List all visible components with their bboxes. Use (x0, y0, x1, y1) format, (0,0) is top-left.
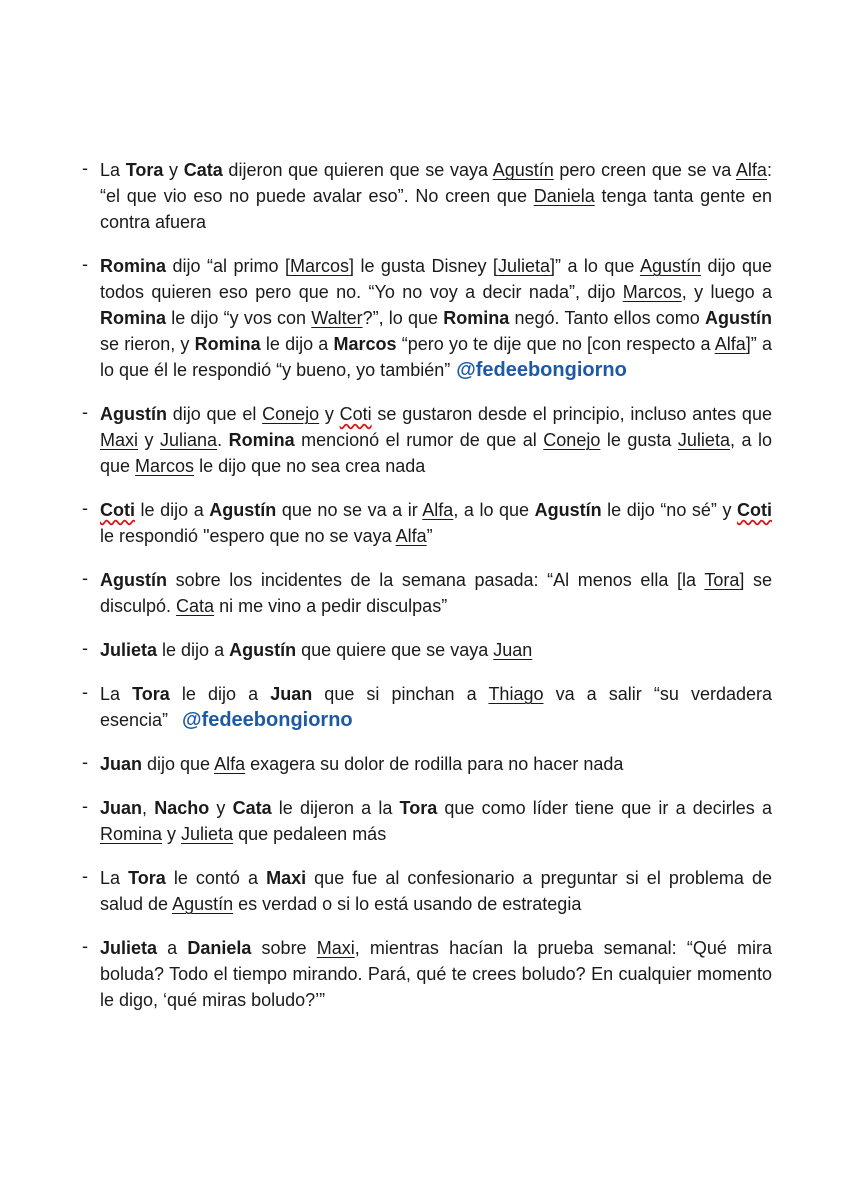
text-segment: y (209, 798, 233, 818)
text-segment: ]” a lo que (549, 256, 640, 276)
bold-name: Julieta (100, 938, 158, 958)
bold-name: Nacho (154, 798, 210, 818)
list-item (82, 497, 772, 549)
underlined-name: Daniela (533, 186, 595, 206)
underlined-name: Julieta (497, 256, 550, 276)
underlined-name: Walter (311, 308, 363, 328)
bullet-list (82, 157, 772, 1031)
underlined-name: Tora (704, 570, 740, 590)
text-segment: le contó a (165, 868, 267, 888)
underlined-name: Marcos (622, 282, 682, 302)
text-segment: le dijo que no sea crea nada (194, 456, 426, 476)
underlined-name: Julieta (677, 430, 730, 450)
bold-name: Julieta (100, 640, 158, 660)
text-segment: a (157, 938, 188, 958)
text-segment: exagera su dolor de rodilla para no hacer nada (245, 754, 624, 774)
text-segment: ” (426, 526, 433, 546)
text-segment: ni me vino a pedir disculpas” (214, 596, 448, 616)
text-segment: que si pinchan a (312, 684, 489, 704)
text-segment: La (100, 684, 133, 704)
watermark-handle: @fedeebongiorno (182, 709, 353, 731)
text-segment: . (217, 430, 229, 450)
list-item (82, 681, 772, 733)
text-segment: y (162, 824, 182, 844)
list-item (82, 637, 772, 663)
underlined-name: Conejo (262, 404, 320, 424)
text-segment: , (142, 798, 155, 818)
list-item (82, 795, 772, 847)
list-item (82, 567, 772, 619)
text-segment: ]” a lo que él le respondió “y bueno, yo también” (100, 334, 772, 380)
text-segment: le dijo a (157, 640, 230, 660)
text-segment: dijo que todos quieren eso pero que no. “Yo no voy a decir nada”, dijo (100, 256, 772, 302)
underlined-name: Alfa (395, 526, 427, 546)
underlined-name: Alfa (735, 160, 767, 180)
watermark-handle: @fedeebongiorno (456, 359, 627, 381)
bold-name: Agustín (100, 404, 167, 424)
text-segment: le dijeron a la (271, 798, 400, 818)
text-segment: es verdad o si lo está usando de estrategia (233, 894, 582, 914)
bold-name: Tora (125, 160, 164, 180)
underlined-name: Agustín (492, 160, 554, 180)
spellcheck-word: Coti (737, 500, 773, 520)
text-segment: La (100, 160, 126, 180)
underlined-name: Juan (493, 640, 533, 660)
text-segment: negó. Tanto ellos como (509, 308, 706, 328)
bullet-dash: - (82, 638, 88, 658)
text-segment: “pero yo te dije que no [con respecto a (396, 334, 715, 354)
bold-name: Romina (228, 430, 295, 450)
list-item (82, 865, 772, 917)
text-segment: que fue al confesionario a preguntar si el problema de salud de (100, 868, 773, 914)
bold-name: Juan (100, 798, 143, 818)
bold-name: Agustín (100, 570, 167, 590)
underlined-name: Alfa (214, 754, 246, 774)
list-item (82, 253, 772, 383)
bullet-dash: - (82, 498, 88, 518)
bold-name: Cata (183, 160, 223, 180)
text-segment: le dijo “y vos con (166, 308, 312, 328)
spellcheck-word: Coti (100, 500, 135, 520)
text-segment: , a lo que (100, 430, 772, 476)
bullet-dash: - (82, 866, 88, 886)
text-segment: , mientras hacían la prueba semanal: “Qué mira boluda? Todo el tiempo mirando. Pará, qué te crees boludo? En cualquier momento le digo, ‘qué miras boludo?’” (100, 938, 773, 1010)
text-segment: se gustaron desde el principio, incluso antes que (371, 404, 772, 424)
bold-name: Romina (100, 308, 167, 328)
text-segment: dijo “al primo [ (166, 256, 290, 276)
underlined-name: Cata (176, 596, 215, 616)
underlined-name: Conejo (543, 430, 601, 450)
bold-name: Agustín (209, 500, 277, 520)
bullet-dash: - (82, 936, 88, 956)
bold-name: Daniela (187, 938, 252, 958)
text-segment: que quiere que se vaya (296, 640, 494, 660)
text-segment: le dijo a (169, 684, 271, 704)
bullet-dash: - (82, 158, 88, 178)
underlined-name: Maxi (316, 938, 355, 958)
text-segment: le dijo “no sé” y (601, 500, 738, 520)
text-segment: le dijo a (135, 500, 210, 520)
text-segment: : “el que vio eso no puede avalar eso”. No creen que (100, 160, 772, 206)
text-segment: le dijo a (260, 334, 334, 354)
bold-name: Romina (194, 334, 261, 354)
underlined-name: Romina (100, 824, 163, 844)
text-segment: le respondió "espero que no se vaya (100, 526, 396, 546)
spellcheck-word: Coti (339, 404, 372, 424)
text-segment: dijo que (142, 754, 215, 774)
text-segment: ] le gusta Disney [ (348, 256, 498, 276)
underlined-name: Agustín (639, 256, 701, 276)
text-segment: y (319, 404, 340, 424)
text-segment: le gusta (600, 430, 678, 450)
underlined-name: Maxi (100, 430, 139, 450)
bold-name: Marcos (333, 334, 397, 354)
text-segment: sobre (251, 938, 317, 958)
bullet-dash: - (82, 402, 88, 422)
bullet-dash: - (82, 752, 88, 772)
bold-name: Juan (270, 684, 313, 704)
bold-name: Agustín (534, 500, 602, 520)
bold-name: Tora (132, 684, 170, 704)
text-segment: dijo que el (167, 404, 263, 424)
bold-name: Maxi (266, 868, 307, 888)
underlined-name: Agustín (172, 894, 234, 914)
text-segment: que no se va a ir (276, 500, 423, 520)
bold-name: Romina (443, 308, 510, 328)
text-segment: ] se disculpó. (100, 570, 772, 616)
text-segment: , y luego a (681, 282, 772, 302)
underlined-name: Julieta (181, 824, 234, 844)
text-segment: sobre los incidentes de la semana pasada: “Al menos ella [la (167, 570, 705, 590)
bullet-dash: - (82, 796, 88, 816)
bold-name: Agustín (229, 640, 297, 660)
text-segment: ?”, lo que (362, 308, 444, 328)
underlined-name: Marcos (289, 256, 349, 276)
bold-name: Agustín (705, 308, 773, 328)
bold-name: Tora (399, 798, 438, 818)
text-segment: mencionó el rumor de que al (294, 430, 544, 450)
list-item (82, 751, 772, 777)
bullet-dash: - (82, 568, 88, 588)
text-segment: y (138, 430, 161, 450)
list-item (82, 401, 772, 479)
underlined-name: Marcos (135, 456, 195, 476)
text-segment: La (100, 868, 129, 888)
list-item (82, 935, 772, 1013)
text-segment: se rieron, y (100, 334, 195, 354)
text-segment: , a lo que (453, 500, 535, 520)
bold-name: Tora (128, 868, 166, 888)
bold-name: Romina (100, 256, 167, 276)
bullet-dash: - (82, 254, 88, 274)
text-segment: dijeron que quieren que se vaya (222, 160, 493, 180)
list-item (82, 157, 772, 235)
underlined-name: Thiago (488, 684, 544, 704)
bold-name: Juan (100, 754, 143, 774)
text-segment: tenga tanta gente en contra afuera (100, 186, 773, 232)
underlined-name: Alfa (422, 500, 454, 520)
underlined-name: Alfa (714, 334, 746, 354)
bullet-dash: - (82, 682, 88, 702)
underlined-name: Juliana (160, 430, 218, 450)
text-segment: que como líder tiene que ir a decirles a (437, 798, 772, 818)
text-segment: va a salir “su verdadera esencia” (100, 684, 773, 730)
text-segment: pero creen que se va (553, 160, 736, 180)
text-segment: que pedaleen más (233, 824, 387, 844)
bold-name: Cata (232, 798, 272, 818)
text-segment: y (163, 160, 184, 180)
